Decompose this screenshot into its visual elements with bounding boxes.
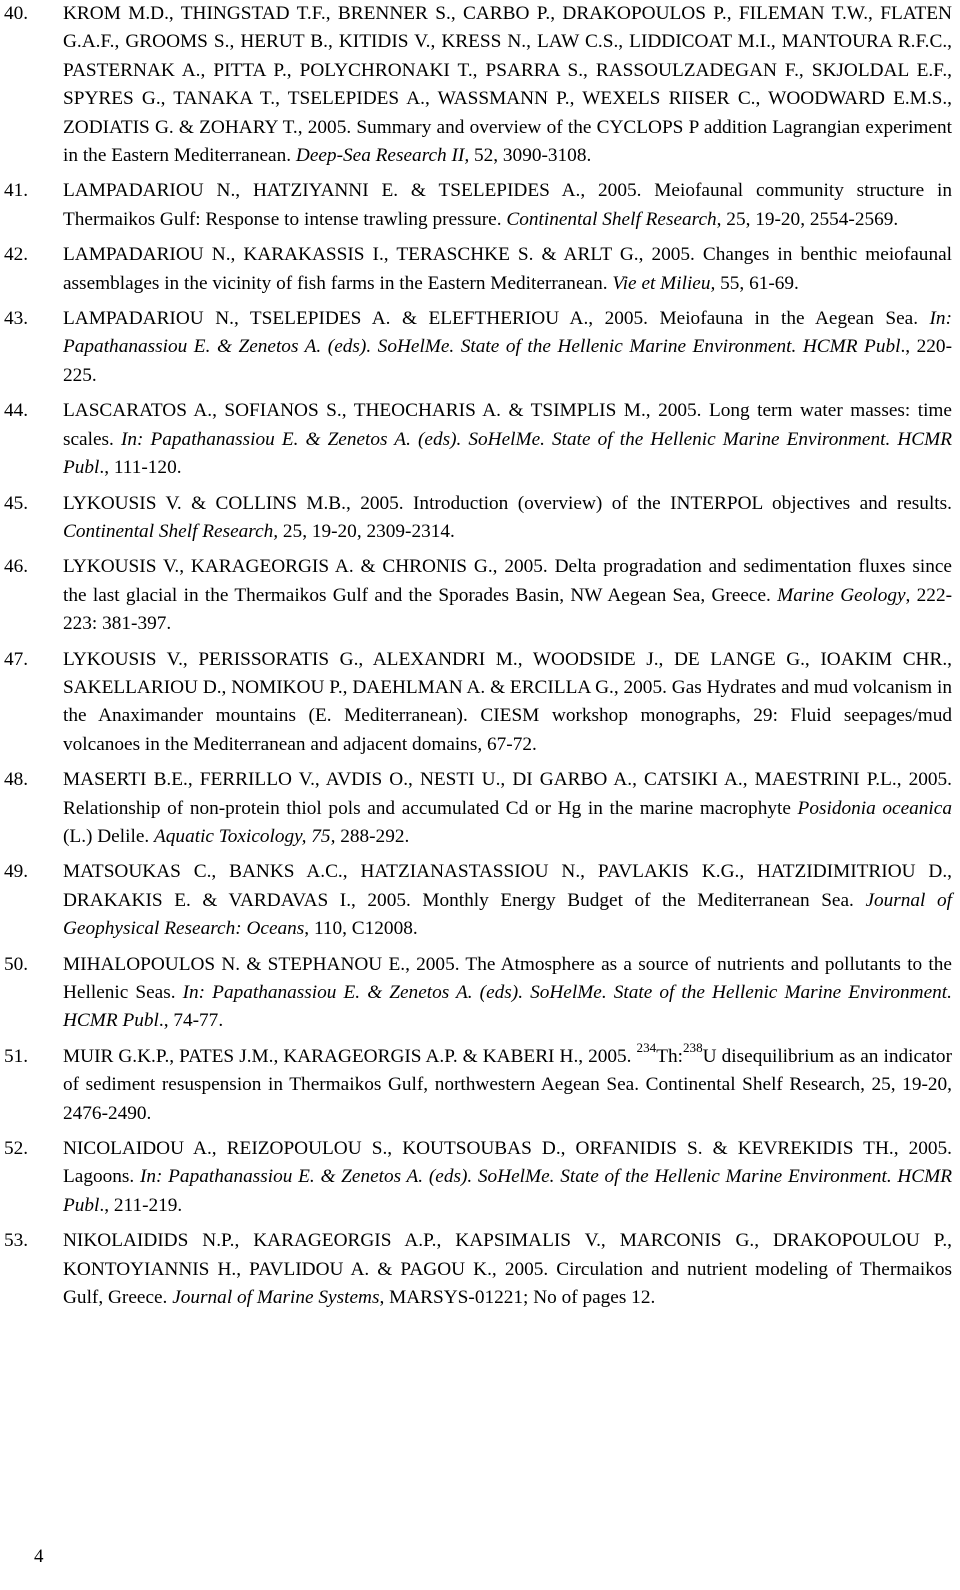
reference-number: 43. [4, 308, 29, 330]
reference-number: 53. [4, 1230, 29, 1252]
reference-text-segment: MUIR G.K.P., PATES J.M., KARAGEORGIS A.P. & KABERI H., 2005. [63, 1045, 637, 1067]
reference-text [63, 646, 952, 760]
reference-text-segment: LYKOUSIS V. & COLLINS M.B., 2005. Introduction (overview) of the INTERPOL objectives and results. [63, 492, 952, 514]
reference-text [63, 1039, 952, 1128]
reference-number: 44. [4, 400, 29, 422]
reference-text-segment: 52, 3090-3108. [469, 145, 592, 167]
reference-italic-segment: Deep-Sea Research II, [295, 145, 470, 167]
reference-entry [0, 1135, 952, 1220]
reference-text-segment: LAMPADARIOU N., KARAKASSIS I., TERASCHKE S. & ARLT G., 2005. Changes in benthic meiofaunal assemblages in the vicinity of fish farms in the Eastern Mediterranean. [63, 244, 952, 294]
reference-text-segment: LYKOUSIS V., KARAGEORGIS A. & CHRONIS G., 2005. Delta progradation and sedimentation fluxes since the last glacial in the Thermaikos Gulf and the Sporades Basin, NW Aegean Sea, Greece. [63, 556, 952, 606]
reference-entry [0, 1039, 952, 1128]
reference-entry [0, 553, 952, 638]
reference-number: 47. [4, 648, 29, 670]
reference-text-segment: 55, 61-69. [715, 272, 799, 294]
reference-italic-segment: In: Papathanassiou E. & Zenetos A. (eds). SoHelMe. State of the Hellenic Marine Environment. HCMR Publ [63, 1166, 953, 1216]
reference-text [63, 397, 952, 482]
reference-text-segment: KROM M.D., THINGSTAD T.F., BRENNER S., CARBO P., DRAKOPOULOS P., FILEMAN T.W., FLATEN G.A.F., GROOMS S., HERUT B., KITIDIS V., KRESS N., LAW C.S., LIDDICOAT M.I., MANTOURA R.F.C., PASTERNAK A., PITTA P., POLYCHRONAKI T., PSARRA S., RASSOULZADEGAN F., SKJOLDAL E.F., SPYRES G., TANAKA T., TSELEPIDES A., WASSMANN P., WEXELS RIISER C., WOODWARD E.M.S., ZODIATIS G. & ZOHARY T., 2005. Summary and overview of the CYCLOPS P addition Lagrangian experiment in the Eastern Mediterranean. [63, 3, 952, 167]
reference-text [63, 241, 952, 298]
reference-text [63, 951, 952, 1036]
reference-text-segment: 288-292. [335, 825, 410, 847]
reference-text-segment: ., 211-219. [99, 1194, 183, 1216]
reference-entry [0, 305, 952, 390]
reference-number: 51. [4, 1045, 29, 1067]
reference-text-segment: ., 111-120. [99, 457, 182, 479]
reference-text [63, 858, 952, 943]
reference-italic-segment: Posidonia oceanica [797, 797, 952, 819]
reference-text-segment: , MARSYS-01221; No of pages 12. [379, 1287, 656, 1309]
reference-entry [0, 241, 952, 298]
reference-number: 50. [4, 953, 29, 975]
reference-text-segment: Th: [656, 1045, 683, 1067]
reference-number: 41. [4, 180, 29, 202]
reference-entry [0, 646, 952, 760]
reference-entry [0, 858, 952, 943]
reference-text-segment: NIKOLAIDIDS N.P., KARAGEORGIS A.P., KAPSIMALIS V., MARCONIS G., DRAKOPOULOU P., KONTOYIANNIS H., PAVLIDOU A. & PAGOU K., 2005. Circulation and nutrient modeling of Thermaikos Gulf, Greece. [63, 1230, 952, 1309]
reference-text-segment: ., 74-77. [158, 1010, 224, 1032]
reference-number: 52. [4, 1138, 29, 1160]
reference-superscript: 234 [636, 1039, 657, 1055]
reference-italic-segment: Continental Shelf Research [506, 208, 717, 230]
reference-text-segment: LAMPADARIOU N., TSELEPIDES A. & ELEFTHERIOU A., 2005. Meiofauna in the Aegean Sea. [63, 308, 930, 330]
reference-italic-segment: In: Papathanassiou E. & Zenetos A. (eds). SoHelMe. State of the Hellenic Marine Environment. HCMR Publ [63, 428, 952, 479]
reference-text-segment: (L.) Delile. [63, 825, 155, 847]
reference-text [63, 305, 952, 390]
reference-number: 49. [4, 861, 29, 883]
reference-text-segment: MATSOUKAS C., BANKS A.C., HATZIANASTASSIOU N., PAVLAKIS K.G., HATZIDIMITRIOU D., DRAKAKIS E. & VARDAVAS I., 2005. Monthly Energy Budget of the Mediterranean Sea. [63, 861, 952, 911]
reference-number: 42. [4, 244, 29, 266]
reference-number: 45. [4, 492, 29, 514]
reference-entry [0, 177, 952, 234]
reference-italic-segment: Journal of Marine Systems [172, 1287, 380, 1309]
reference-text-segment: LAMPADARIOU N., HATZIYANNI E. & TSELEPIDES A., 2005. Meiofaunal community structure in Thermaikos Gulf: Response to intense trawling pressure. [63, 180, 952, 230]
reference-text-segment: ., 220-225. [63, 336, 952, 386]
reference-italic-segment: Aquatic Toxicology, 75, [154, 825, 336, 847]
reference-text-segment: MASERTI B.E., FERRILLO V., AVDIS O., NESTI U., DI GARBO A., CATSIKI A., MAESTRINI P.L., 2005. Relationship of non-protein thiol pols and accumulated Cd or Hg in the marine macrophyte [63, 769, 952, 819]
reference-entry [0, 397, 952, 482]
reference-text-segment: U disequilibrium as an indicator of sediment resuspension in Thermaikos Gulf, northwestern Aegean Sea. Continental Shelf Research, 25, 19-20, 2476-2490. [63, 1045, 952, 1124]
reference-number: 46. [4, 556, 29, 578]
reference-number: 48. [4, 769, 29, 791]
reference-text [63, 553, 952, 638]
reference-italic-segment: Continental Shelf Research, [63, 520, 279, 542]
reference-italic-segment: Marine Geology [777, 584, 906, 606]
reference-superscript: 238 [683, 1039, 703, 1055]
reference-italic-segment: In: Papathanassiou E. & Zenetos A. (eds). SoHelMe. State of the Hellenic Marine Environment. HCMR Publ [63, 982, 952, 1032]
reference-text [63, 1227, 952, 1312]
reference-entry [0, 951, 952, 1036]
reference-text [63, 1135, 952, 1220]
reference-text-segment: , 25, 19-20, 2554-2569. [716, 208, 899, 230]
reference-entry [0, 0, 952, 170]
reference-text [63, 766, 952, 851]
reference-italic-segment: In: Papathanassiou E. & Zenetos A. (eds). SoHelMe. State of the Hellenic Marine Environment. HCMR Publ [63, 308, 952, 358]
reference-text-segment: NICOLAIDOU A., REIZOPOULOU S., KOUTSOUBAS D., ORFANIDIS S. & KEVREKIDIS TH., 2005. Lagoons. [63, 1138, 952, 1188]
reference-entry [0, 490, 952, 547]
reference-text-segment: , 110, C12008. [304, 918, 418, 940]
page-number: 4 [34, 1546, 44, 1567]
reference-text-segment: LYKOUSIS V., PERISSORATIS G., ALEXANDRI M., WOODSIDE J., DE LANGE G., IOAKIM CHR., SAKELLARIOU D., NOMIKOU P., DAEHLMAN A. & ERCILLA G., 2005. Gas Hydrates and mud volcanism in the Anaximander mountains (E. Mediterranean). CIESM workshop monographs, 29: Fluid seepages/mud volcanoes in the Mediterranean and adjacent domains, 67-72. [63, 648, 952, 755]
reference-italic-segment: Journal of Geophysical Research: Oceans [63, 889, 952, 940]
reference-text-segment: LASCARATOS A., SOFIANOS S., THEOCHARIS A. & TSIMPLIS M., 2005. Long term water masses: time scales. [63, 400, 952, 450]
reference-italic-segment: Vie et Milieu, [612, 272, 716, 294]
reference-text-segment: , 222-223: 381-397. [63, 584, 952, 635]
reference-text [63, 0, 952, 170]
reference-entry [0, 1227, 952, 1312]
reference-text-segment: 25, 19-20, 2309-2314. [278, 520, 455, 542]
reference-text-segment: MIHALOPOULOS N. & STEPHANOU E., 2005. The Atmosphere as a source of nutrients and pollutants to the Hellenic Seas. [63, 953, 952, 1003]
reference-text [63, 177, 952, 234]
reference-entry [0, 766, 952, 851]
reference-text [63, 490, 952, 547]
reference-number: 40. [4, 3, 29, 24]
